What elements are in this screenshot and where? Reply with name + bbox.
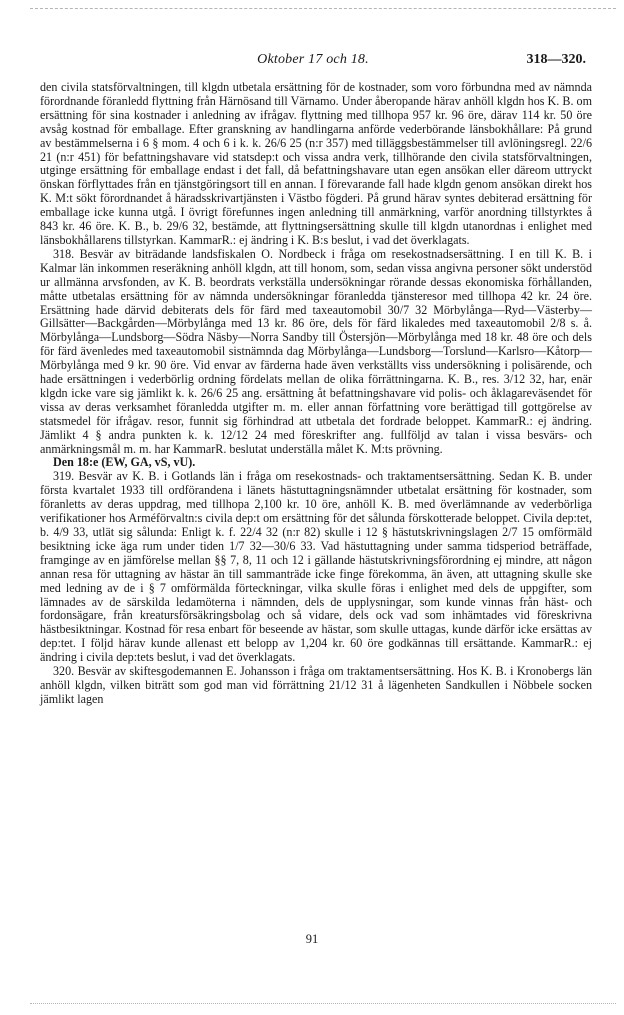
page-number: 91 (305, 932, 319, 946)
paragraph-case-319: 319. Besvär av K. B. i Gotlands län i fråga om resekostnads- och traktamentsersättning. Sedan K. B. under första kvartalet 1933 till ordförandena i länets hästuttagningsnämnder utbetalat ersättning för kostnader, som föranletts av deras uppdrag, med tillhopa 2,100 kr. 10 öre, anhöll K. B. med överlämnande av vederbörliga verifikationer hos Arméförvaltn:s civila dep:t om ersättning för det sålunda förskotterade beloppet. Civila dep:tet, b. 4/9 33, utlät sig sålunda: Enligt k. f. 22/4 32 (n:r 82) skulle i 12 § hästutskrivningslagen 2/7 15 omförmäld besiktning icke äga rum under tiden 1/7 32—30/6 33. Vad hästuttagning under samma tidsperiod beträffade, framginge av en jämförelse mellan §§ 7, 8, 11 och 12 i gällande hästutskrivningsförordning ej mindre, att någon annan resa för uttagning av hästar än till sammanträde icke finge förekomma, än även, att uttagning skulle ske med ledning av de i § 7 omförmälda förteckningar, vilka skulle föras i enlighet med dels de uppgifter, som lämnades av de särskilda ledamöterna i nämnden, dels de upplysningar, som kunde vinnas från häst- och fordonsägare, från kreatursförsäkringsbolag och så vidare, dels ock vad som inhämtades vid föreskrivna hästbesiktningar. Kostnad för resa enbart för beseende av hästar, som skulle uttagas, kunde därför icke ersättas av dep:tet. I följd härav kunde allenast ett belopp av 1,204 kr. 60 öre godkännas till ersättande. KammarR.: ej ändring i civila dep:tets beslut, i vad det överklagats. (40, 469, 592, 665)
paragraph-case-320: 320. Besvär av skiftesgodemannen E. Johansson i fråga om traktamentsersättning. Hos K. B. i Kronobergs län anhöll klgdn, vilken biträtt som god man vid förrättning 21/12 31 å lägenheten Sandkullen i Nöbbele socken jämlikt lagen (40, 664, 592, 706)
paragraph-case-318: 318. Besvär av biträdande landsfiskalen O. Nordbeck i fråga om resekostnadsersättning. I en till K. B. i Kalmar län inkommen reseräkning anhöll klgdn, att till honom, som, sedan vissa angivna personer sökt understöd ur allmänna arvsfonden, av K. B. beordrats verkställa undersökningar rörande dessas ekonomiska förhållanden, måtte utbetalas ersättning för av nämnda undersökningar föranledda tjänsteresor med tillhopa 42 kr. 24 öre. Ersättning hade därvid debiterats dels för färd med taxeautomobil 30/7 32 Mörbylånga—Ryd—Västerby—Gillsätter—Backgården—Mörbylånga med 13 kr. 86 öre, dels för färd likaledes med taxeautomobil 2/8 s. å. Mörbylånga—Lundsborg—Södra Näsby—Norra Sandby till Östersjön—Mörbylånga med 18 kr. 48 öre och dels för färd ävenledes med taxeautomobil sistnämnda dag Mörbylånga—Lundsborg—Torslund—Karlsro—Kåtorp—Mörbylånga med 9 kr. 90 öre. Vid envar av färderna hade även verkställts viss undersökning i polisärende, och hade ersättningen i vederbörlig ordning fördelats mellan de olika förrättningarna. K. B., res. 3/12 32, har, enär klgdn icke vare sig jämlikt k. k. 26/6 25 ang. ersättning åt befattningshavare vid polis- och åklagareväsendet för vissa av deras verksamhet föranledda utgifter m. m. eller annan författning vore berättigad till gottgörelse av statsmedel för ifrågav. resor, funnit sig förhindrad att utbetala det fordrade beloppet. KammarR.: ej ändring. Jämlikt 4 § andra punkten k. k. 12/12 24 med föreskrifter ang. fullföljd av talan i vissa besvärs- och anmärkningsmål m. m. har KammarR. beslutat underställa målet K. M:ts prövning. (40, 246, 592, 456)
case-range: 318—320. (526, 52, 586, 67)
top-scan-edge (30, 8, 616, 9)
page-header (40, 52, 586, 72)
running-title: Oktober 17 och 18. (257, 52, 369, 67)
bottom-scan-edge (30, 1003, 616, 1004)
paragraph-continued: den civila statsförvaltningen, till klgdn utbetala ersättning för de kostnader, som voro förbundna med av nämnda förordnande föranledd flyttning från Härnösand till Värnamo. Under åberopande härav anhöll klgdn hos K. B. om ersättning för sina kostnader i anledning av ifrågav. flyttning med tillhopa 957 kr. 96 öre, därav 114 kr. 50 öre avsåg kostnad för emballage. Efter granskning av handlingarna anförde vederbörande länsbokhållare: På grund av bestämmelserna i 6 § mom. 4 och 6 i k. k. 26/6 25 (n:r 357) med tilläggsbestämmelser till avlöningsregl. 22/6 21 (n:r 451) för befattningshavare vid statsdep:t och vissa andra verk, tillhörande den civila statsförvaltningen, utginge ersättning för emballage endast i det fall, då befattningshavare utan egen ansökan eller däreom uttryckt önskan förflyttades från en tjänstgöringsort till en annan. I förevarande fall hade klgdn genom ansökan direkt hos K. M:t sökt förordnandet å häradsskrivartjänsten i Västbo fögderi. På grund härav syntes debiterad ersättning för emballage icke kunna utgå. I övrigt förefunnes ingen anledning till anmärkning, varför anordning tillstyrktes å 843 kr. 46 öre. K. B., b. 29/6 32, bestämde, att flyttningsersättning skulle till klgdn utanordnas i enlighet med länsbokhållarens tillstyrkan. KammarR.: ej ändring i K. B:s beslut, i vad det överklagats. (40, 80, 592, 247)
session-heading: Den 18:e (EW, GA, vS, vU). (53, 455, 196, 470)
body-text (40, 81, 592, 707)
